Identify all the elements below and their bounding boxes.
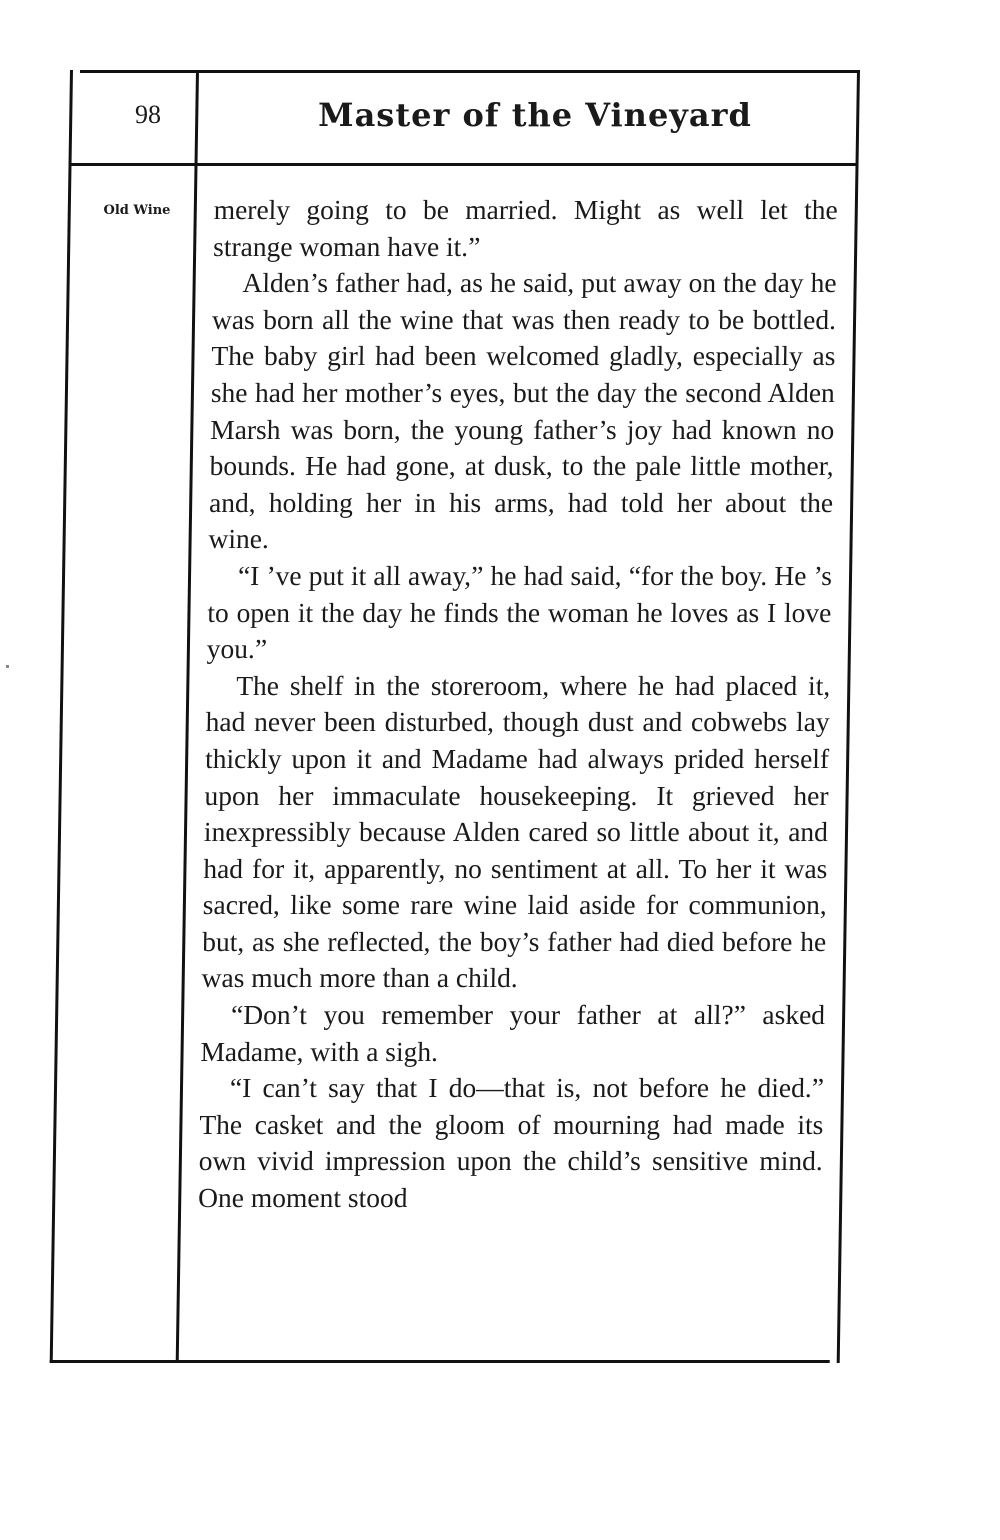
margin-column-rule (176, 70, 199, 1363)
paragraph: Alden’s father had, as he said, put away on the day he was born all the wine that was then ready to be bottled. The baby girl had been welcomed gladly, especially as she had her mother’s eyes, but the day the second Alden Marsh was born, the young father’s joy had known no bounds. He had gone, at dusk, to the pale little mother, and, holding her in his arms, had told her about the wine. (208, 267, 837, 555)
body-text (198, 192, 838, 1217)
frame-right-rule (837, 70, 860, 1363)
scan-speck (6, 665, 9, 668)
header-rule (68, 163, 858, 166)
paragraph: “I can’t say that I do—that is, not before he died.” The casket and the gloom of mourning had made its own vivid impression upon the child’s sensitive mind. One moment stood (197, 1072, 825, 1214)
frame-bottom-rule (50, 1360, 830, 1363)
paragraph: “I ’ve put it all away,” he had said, “for the boy. He ’s to open it the day he finds the woman he loves as I love you.” (206, 559, 833, 665)
frame-left-rule (50, 70, 73, 1363)
page-number: 98 (135, 100, 161, 129)
paragraph: The shelf in the storeroom, where he had placed it, had never been disturbed, though dust and cobwebs lay thickly upon it and Madame had always prided herself upon her immaculate housekeeping. It grieved her inexpressibly because Alden cared so little about it, and had for it, apparently, no sentiment at all. To her it was sacred, like some rare wine laid aside for communion, but, as she reflected, the boy’s father had died before he was much more than a child. (201, 669, 831, 994)
paragraph: merely going to be married. Might as well let the strange woman have it.” (212, 194, 838, 262)
margin-note: Old Wine (103, 203, 171, 218)
paragraph: “Don’t you remember your father at all?” asked Madame, with a sigh. (200, 999, 826, 1067)
running-title: Master of the Vineyard (318, 96, 752, 134)
